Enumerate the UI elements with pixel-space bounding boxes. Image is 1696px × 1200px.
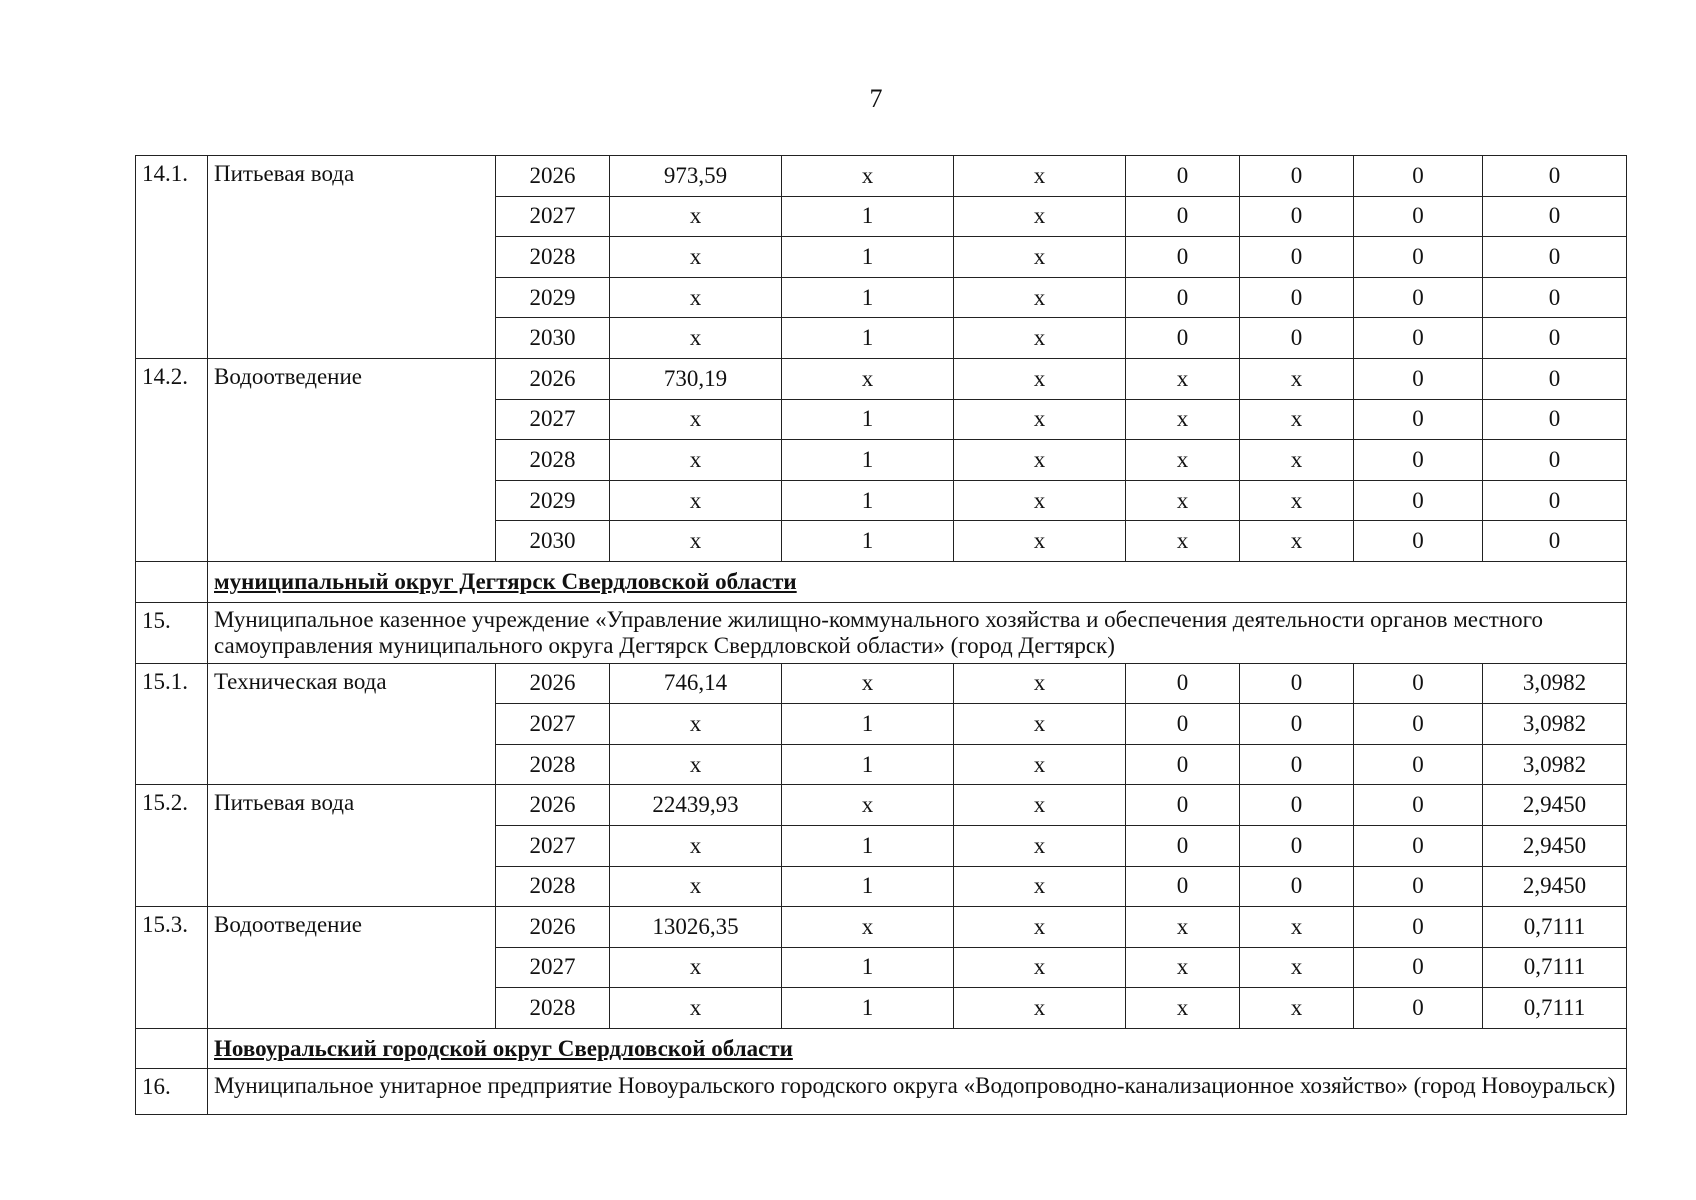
value-cell: x <box>954 907 1126 948</box>
region-row <box>136 561 1627 602</box>
value-cell: x <box>1126 521 1240 562</box>
item-name: Водоотведение <box>208 907 496 1029</box>
value-cell: 1 <box>782 988 954 1029</box>
value-cell: 0 <box>1240 156 1354 197</box>
year-cell: 2028 <box>496 440 610 481</box>
item-name: Питьевая вода <box>208 785 496 907</box>
tariff-table <box>135 155 1627 1115</box>
value-cell: 0 <box>1126 704 1240 745</box>
value-cell: 0 <box>1354 704 1483 745</box>
value-cell: 1 <box>782 277 954 318</box>
value-cell: 1 <box>782 521 954 562</box>
value-cell: 1 <box>782 318 954 359</box>
value-cell: 0 <box>1354 785 1483 826</box>
value-cell: x <box>954 480 1126 521</box>
value-cell: 0 <box>1240 825 1354 866</box>
value-cell: 0 <box>1354 196 1483 237</box>
value-cell: 0,7111 <box>1483 988 1627 1029</box>
value-cell: 0 <box>1126 237 1240 278</box>
year-cell: 2027 <box>496 704 610 745</box>
value-cell: 0 <box>1126 318 1240 359</box>
year-cell: 2027 <box>496 399 610 440</box>
value-cell: x <box>782 785 954 826</box>
value-cell: 0 <box>1354 237 1483 278</box>
value-cell: x <box>954 440 1126 481</box>
organization-row <box>136 602 1627 663</box>
year-cell: 2030 <box>496 318 610 359</box>
value-cell: x <box>954 358 1126 399</box>
value-cell: 1 <box>782 704 954 745</box>
value-cell: 3,0982 <box>1483 744 1627 785</box>
value-cell: 0 <box>1240 866 1354 907</box>
value-cell: 0 <box>1483 358 1627 399</box>
value-cell: x <box>1240 521 1354 562</box>
value-cell: 1 <box>782 480 954 521</box>
region-title: муниципальный округ Дегтярск Свердловской области <box>208 561 1627 602</box>
value-cell: 0 <box>1354 277 1483 318</box>
table-row <box>136 663 1627 704</box>
value-cell: x <box>1126 399 1240 440</box>
value-cell: x <box>1240 907 1354 948</box>
value-cell: 3,0982 <box>1483 663 1627 704</box>
value-cell: 0 <box>1240 196 1354 237</box>
value-cell: 0 <box>1354 663 1483 704</box>
value-cell: x <box>954 704 1126 745</box>
value-cell: 13026,35 <box>610 907 782 948</box>
value-cell: 0 <box>1354 358 1483 399</box>
value-cell: x <box>610 440 782 481</box>
year-cell: 2028 <box>496 988 610 1029</box>
value-cell: 1 <box>782 947 954 988</box>
value-cell: 2,9450 <box>1483 785 1627 826</box>
organization-name: Муниципальное казенное учреждение «Управление жилищно-коммунального хозяйства и обеспечения деятельности органов местного самоуправления муниципального округа Дегтярск Свердловской области» (город Дегтярск) <box>208 602 1627 663</box>
year-cell: 2028 <box>496 866 610 907</box>
value-cell: 0 <box>1126 825 1240 866</box>
value-cell: 0 <box>1354 988 1483 1029</box>
organization-name: Муниципальное унитарное предприятие Новоуральского городского округа «Водопроводно-канализационное хозяйство» (город Новоуральск) <box>208 1069 1627 1115</box>
value-cell: x <box>610 277 782 318</box>
value-cell: x <box>954 947 1126 988</box>
value-cell: x <box>610 480 782 521</box>
value-cell: 0 <box>1354 744 1483 785</box>
value-cell: 0 <box>1126 663 1240 704</box>
value-cell: 0 <box>1483 399 1627 440</box>
value-cell: 0 <box>1126 156 1240 197</box>
value-cell: 0 <box>1240 277 1354 318</box>
value-cell: x <box>1126 358 1240 399</box>
value-cell: x <box>1126 988 1240 1029</box>
value-cell: x <box>1240 480 1354 521</box>
value-cell: 0 <box>1483 318 1627 359</box>
year-cell: 2026 <box>496 358 610 399</box>
table-row <box>136 907 1627 948</box>
value-cell: 973,59 <box>610 156 782 197</box>
table-row <box>136 358 1627 399</box>
value-cell: x <box>610 744 782 785</box>
year-cell: 2029 <box>496 277 610 318</box>
value-cell: 0 <box>1354 825 1483 866</box>
value-cell: x <box>954 237 1126 278</box>
value-cell: 0 <box>1483 237 1627 278</box>
value-cell: 0 <box>1126 866 1240 907</box>
value-cell: 0 <box>1354 907 1483 948</box>
value-cell: x <box>954 521 1126 562</box>
value-cell: 0 <box>1483 156 1627 197</box>
value-cell: x <box>1126 947 1240 988</box>
value-cell: 0 <box>1240 237 1354 278</box>
table-row <box>136 785 1627 826</box>
value-cell: 0 <box>1483 480 1627 521</box>
year-cell: 2029 <box>496 480 610 521</box>
value-cell: 0 <box>1240 663 1354 704</box>
year-cell: 2026 <box>496 907 610 948</box>
value-cell: 3,0982 <box>1483 704 1627 745</box>
organization-number: 15. <box>136 602 208 663</box>
value-cell: x <box>782 663 954 704</box>
value-cell: x <box>610 521 782 562</box>
value-cell: x <box>954 196 1126 237</box>
year-cell: 2028 <box>496 744 610 785</box>
year-cell: 2030 <box>496 521 610 562</box>
item-name: Питьевая вода <box>208 156 496 359</box>
value-cell: x <box>610 318 782 359</box>
value-cell: 0 <box>1483 277 1627 318</box>
value-cell: 0 <box>1240 704 1354 745</box>
year-cell: 2026 <box>496 663 610 704</box>
value-cell: 0 <box>1483 196 1627 237</box>
value-cell: 0 <box>1240 744 1354 785</box>
item-number: 14.1. <box>136 156 208 359</box>
value-cell: 1 <box>782 825 954 866</box>
value-cell: 1 <box>782 196 954 237</box>
value-cell: 0 <box>1354 521 1483 562</box>
value-cell: x <box>1240 947 1354 988</box>
value-cell: x <box>610 704 782 745</box>
value-cell: 0 <box>1126 785 1240 826</box>
item-name: Водоотведение <box>208 358 496 561</box>
region-title: Новоуральский городской округ Свердловской области <box>208 1028 1627 1069</box>
value-cell: x <box>1240 358 1354 399</box>
value-cell: x <box>1240 399 1354 440</box>
year-cell: 2026 <box>496 785 610 826</box>
value-cell: x <box>1126 440 1240 481</box>
value-cell: x <box>1126 907 1240 948</box>
value-cell: x <box>954 785 1126 826</box>
value-cell: 1 <box>782 866 954 907</box>
value-cell: x <box>610 947 782 988</box>
year-cell: 2027 <box>496 825 610 866</box>
value-cell: 2,9450 <box>1483 825 1627 866</box>
value-cell: x <box>610 237 782 278</box>
value-cell: 0 <box>1354 399 1483 440</box>
value-cell: 0,7111 <box>1483 907 1627 948</box>
region-row <box>136 1028 1627 1069</box>
value-cell: 0 <box>1354 947 1483 988</box>
empty-cell <box>136 561 208 602</box>
value-cell: 1 <box>782 744 954 785</box>
item-number: 15.2. <box>136 785 208 907</box>
value-cell: 1 <box>782 237 954 278</box>
value-cell: 0 <box>1354 480 1483 521</box>
value-cell: x <box>954 825 1126 866</box>
item-number: 14.2. <box>136 358 208 561</box>
value-cell: 0 <box>1126 277 1240 318</box>
item-name: Техническая вода <box>208 663 496 785</box>
empty-cell <box>136 1028 208 1069</box>
value-cell: x <box>782 156 954 197</box>
value-cell: x <box>954 663 1126 704</box>
year-cell: 2027 <box>496 947 610 988</box>
value-cell: x <box>1240 440 1354 481</box>
value-cell: 1 <box>782 440 954 481</box>
value-cell: 0 <box>1354 318 1483 359</box>
value-cell: x <box>954 156 1126 197</box>
item-number: 15.3. <box>136 907 208 1029</box>
value-cell: 2,9450 <box>1483 866 1627 907</box>
value-cell: 0 <box>1354 156 1483 197</box>
value-cell: x <box>954 399 1126 440</box>
value-cell: x <box>610 866 782 907</box>
value-cell: x <box>782 907 954 948</box>
organization-number: 16. <box>136 1069 208 1115</box>
organization-row <box>136 1069 1627 1115</box>
value-cell: x <box>1240 988 1354 1029</box>
value-cell: 730,19 <box>610 358 782 399</box>
page-number: 7 <box>869 84 883 113</box>
value-cell: 0 <box>1126 744 1240 785</box>
value-cell: 0 <box>1483 440 1627 481</box>
value-cell: 0 <box>1354 866 1483 907</box>
value-cell: x <box>1126 480 1240 521</box>
value-cell: x <box>610 825 782 866</box>
value-cell: x <box>954 744 1126 785</box>
value-cell: 0 <box>1483 521 1627 562</box>
value-cell: x <box>610 399 782 440</box>
value-cell: 0 <box>1240 785 1354 826</box>
value-cell: x <box>610 196 782 237</box>
value-cell: x <box>954 866 1126 907</box>
value-cell: x <box>782 358 954 399</box>
item-number: 15.1. <box>136 663 208 785</box>
value-cell: x <box>954 277 1126 318</box>
year-cell: 2026 <box>496 156 610 197</box>
value-cell: 0,7111 <box>1483 947 1627 988</box>
value-cell: 746,14 <box>610 663 782 704</box>
year-cell: 2027 <box>496 196 610 237</box>
value-cell: x <box>954 318 1126 359</box>
value-cell: x <box>954 988 1126 1029</box>
value-cell: 22439,93 <box>610 785 782 826</box>
value-cell: x <box>610 988 782 1029</box>
value-cell: 0 <box>1126 196 1240 237</box>
year-cell: 2028 <box>496 237 610 278</box>
value-cell: 1 <box>782 399 954 440</box>
table-row <box>136 156 1627 197</box>
value-cell: 0 <box>1354 440 1483 481</box>
value-cell: 0 <box>1240 318 1354 359</box>
